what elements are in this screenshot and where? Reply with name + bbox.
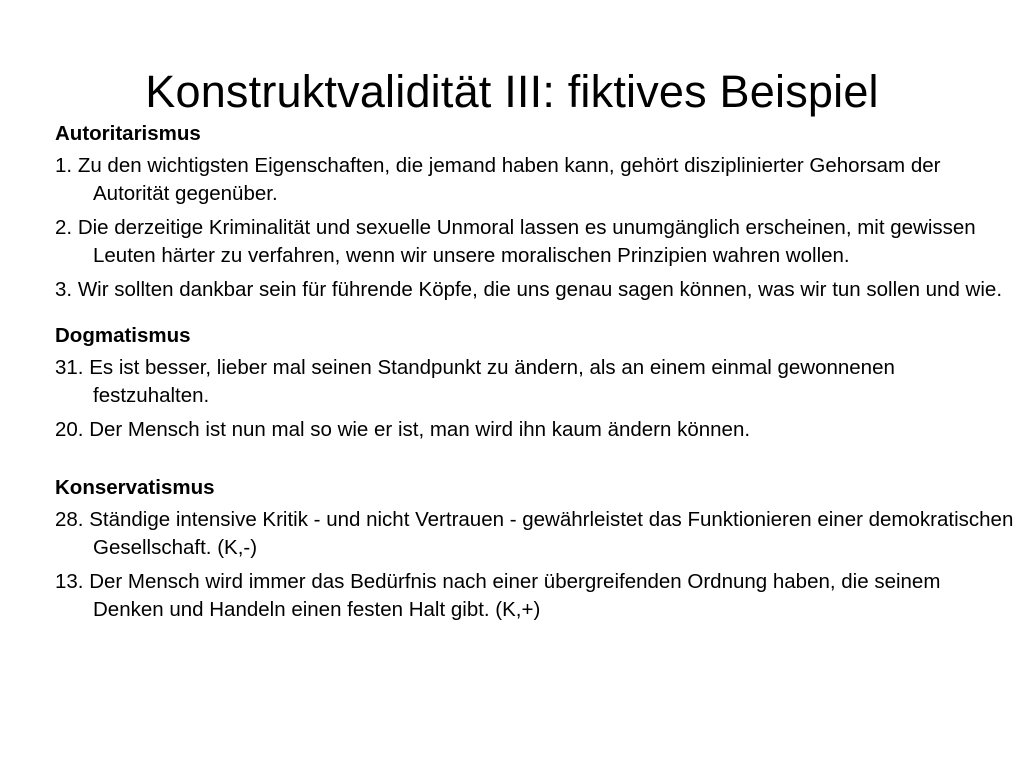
item-number: 2. [55, 216, 73, 239]
item-text: Der Mensch ist nun mal so wie er ist, man wird ihn kaum ändern können. [89, 418, 751, 441]
item-text: Wir sollten dankbar sein für führende Köpfe, die uns genau sagen können, was wir tun sollen und wie. [77, 278, 1003, 301]
section-heading: Konservatismus [55, 476, 215, 499]
list-item [55, 276, 1015, 304]
section-konservatismus [55, 474, 1015, 624]
item-text: Die derzeitige Kriminalität und sexuelle Unmoral lassen es unumgänglich erscheinen, mit gewissen Leuten härter zu verfahren, wenn wir unsere moralischen Prinzipien wahren wollen. [77, 216, 976, 267]
section-autoritarismus [55, 120, 1015, 304]
list-item [55, 214, 1015, 270]
section-heading: Dogmatismus [55, 324, 191, 347]
item-number: 28. [55, 508, 84, 531]
item-number: 20. [55, 418, 84, 441]
list-item [55, 568, 1015, 624]
section-heading: Autoritarismus [55, 122, 201, 145]
item-text: Der Mensch wird immer das Bedürfnis nach einer übergreifenden Ordnung haben, die seinem Denken und Handeln einen festen Halt gibt. (K,+) [89, 570, 941, 621]
item-number: 1. [55, 154, 73, 177]
list-item [55, 506, 1015, 562]
slide-title: Konstruktvalidität III: fiktives Beispiel [145, 66, 879, 118]
item-number: 13. [55, 570, 84, 593]
list-item [55, 354, 1015, 410]
list-item [55, 416, 1015, 444]
slide-content [55, 120, 1015, 630]
section-dogmatismus [55, 322, 1015, 444]
item-text: Es ist besser, lieber mal seinen Standpunkt zu ändern, als an einem einmal gewonnenen festzuhalten. [89, 356, 895, 407]
list-item [55, 152, 1015, 208]
item-text: Ständige intensive Kritik - und nicht Vertrauen - gewährleistet das Funktionieren einer demokratischen Gesellschaft. (K,-) [89, 508, 1014, 559]
item-number: 3. [55, 278, 73, 301]
item-number: 31. [55, 356, 84, 379]
item-text: Zu den wichtigsten Eigenschaften, die jemand haben kann, gehört disziplinierter Gehorsam der Autorität gegenüber. [77, 154, 941, 205]
